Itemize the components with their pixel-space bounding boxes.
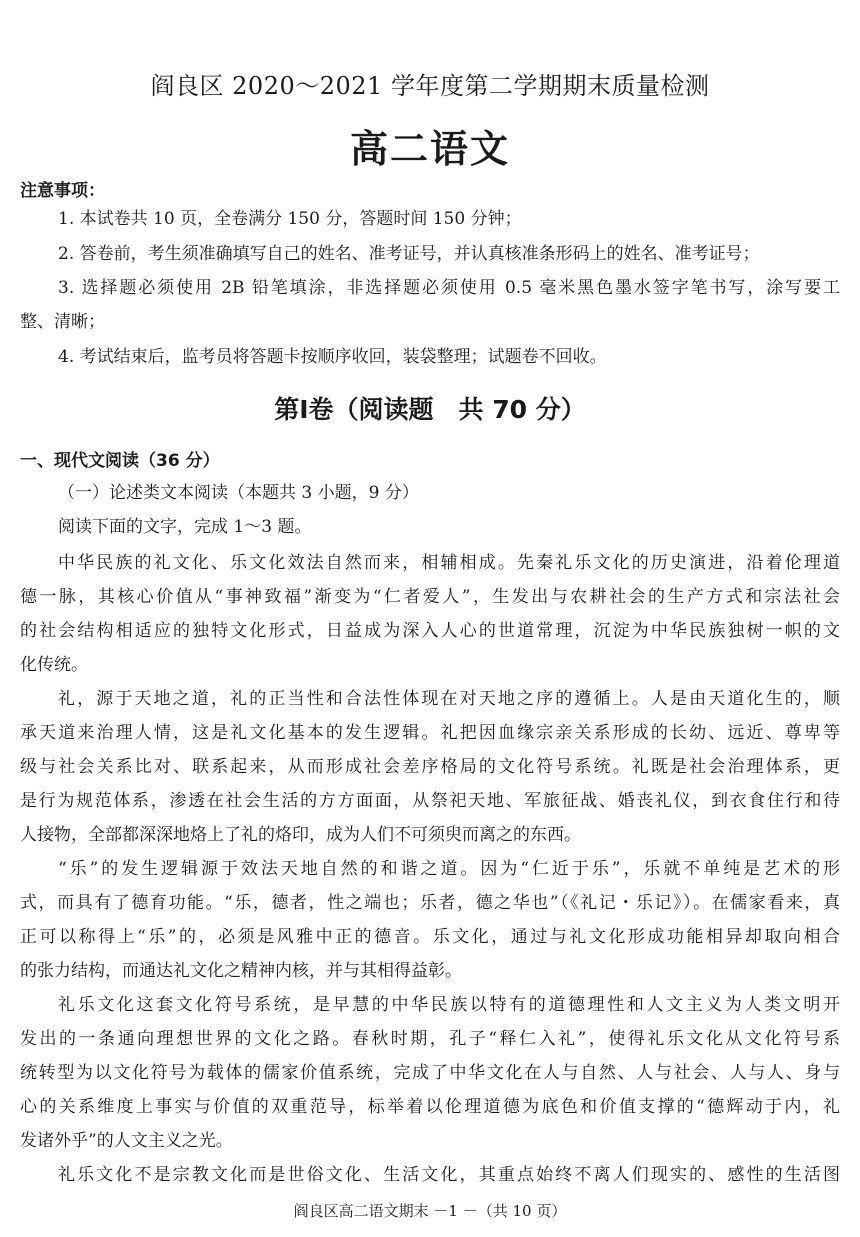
passage-line: 正可以称得上“乐”的，必须是风雅中正的德音。乐文化，通过与礼文化形成功能相异却取向相合 (20, 927, 840, 947)
passage-line: 德一脉，其核心价值从“事神致福”渐变为“仁者爱人”，生发出与农耕社会的生产方式和宗法社会 (20, 587, 840, 607)
passage-line: 中华民族的礼文化、乐文化效法自然而来，相辅相成。先秦礼乐文化的历史演进，沿着伦理道 (58, 553, 840, 573)
notice-item: 3. 选择题必须使用 2B 铅笔填涂，非选择题必须使用 0.5 毫米黑色墨水签字笔书写，涂写要工 (58, 278, 840, 298)
passage-line: 统转型为以文化符号为载体的儒家价值系统，完成了中华文化在人与自然、人与社会、人与人、身与 (20, 1063, 840, 1083)
passage-line: 级与社会关系比对、联系起来，从而形成社会差序格局的文化符号系统。礼既是社会治理体系，更 (20, 757, 840, 777)
page-footer: 阎良区高二语文期末 －1 －（共 10 页） (293, 1202, 567, 1220)
subject-title: 高二语文 (349, 127, 510, 171)
passage-line: 心的关系维度上事实与价值的双重范导，标举着以伦理道德为底色和价值支撑的“德辉动于内，礼 (20, 1097, 840, 1117)
section-subheading: （一）论述类文本阅读（本题共 3 小题，9 分） (58, 483, 419, 503)
passage-line: 礼乐文化不是宗教文化而是世俗文化、生活文化，其重点始终不离人们现实的、感性的生活图 (58, 1165, 840, 1185)
section-heading: 一、现代文阅读（36 分） (20, 451, 220, 471)
passage-line: 的张力结构，而通达礼文化之精神内核，并与其相得益彰。 (20, 961, 462, 981)
notice-heading: 注意事项： (20, 181, 105, 201)
notice-item: 1. 本试卷共 10 页，全卷满分 150 分，答题时间 150 分钟； (58, 209, 522, 229)
passage-line: 礼，源于天地之道，礼的正当性和合法性体现在对天地之序的遵循上。人是由天道化生的，顺 (58, 689, 840, 709)
passage-line: 承天道来治理人情，这是礼文化基本的发生逻辑。礼把因血缘宗亲关系形成的长幼、远近、尊卑等 (20, 723, 840, 743)
passage-line: 是行为规范体系，渗透在社会生活的方方面面，从祭祀天地、军旅征战、婚丧礼仪，到衣食住行和待 (20, 791, 840, 811)
notice-item: 4. 考试结束后，监考员将答题卡按顺序收回，装袋整理；试题卷不回收。 (58, 347, 607, 367)
notice-item-continuation: 整、清晰； (20, 312, 105, 332)
passage-line: 的社会结构相适应的独特文化形式，日益成为深入人心的世道常理，沉淀为中华民族独树一帜的文 (20, 621, 840, 641)
reading-instruction: 阅读下面的文字，完成 1～3 题。 (58, 517, 312, 537)
passage-line: “乐”的发生逻辑源于效法天地自然的和谐之道。因为“仁近于乐”，乐就不单纯是艺术的形 (58, 859, 840, 879)
passage-line: 化传统。 (20, 655, 88, 675)
part-title: 第Ⅰ卷（阅读题 共 70 分） (274, 395, 586, 424)
exam-title: 阎良区 2020～2021 学年度第二学期期末质量检测 (150, 72, 710, 100)
passage-line: 人接物，全部都深深地烙上了礼的烙印，成为人们不可须臾而离之的东西。 (20, 825, 581, 845)
notice-item: 2. 答卷前，考生须准确填写自己的姓名、准考证号，并认真核准条形码上的姓名、准考证号； (58, 244, 760, 264)
passage-line: 发诸外乎”的人文主义之光。 (20, 1131, 233, 1151)
passage-line: 礼乐文化这套文化符号系统，是早慧的中华民族以特有的道德理性和人文主义为人类文明开 (58, 995, 840, 1015)
passage-line: 式，而具有了德育功能。“乐，德者，性之端也；乐者，德之华也”（《礼记・乐记》）。在儒家看来，真 (20, 893, 840, 913)
passage-line: 发出的一条通向理想世界的文化之路。春秋时期，孔子“释仁入礼”，使得礼乐文化从文化符号系 (20, 1029, 840, 1049)
